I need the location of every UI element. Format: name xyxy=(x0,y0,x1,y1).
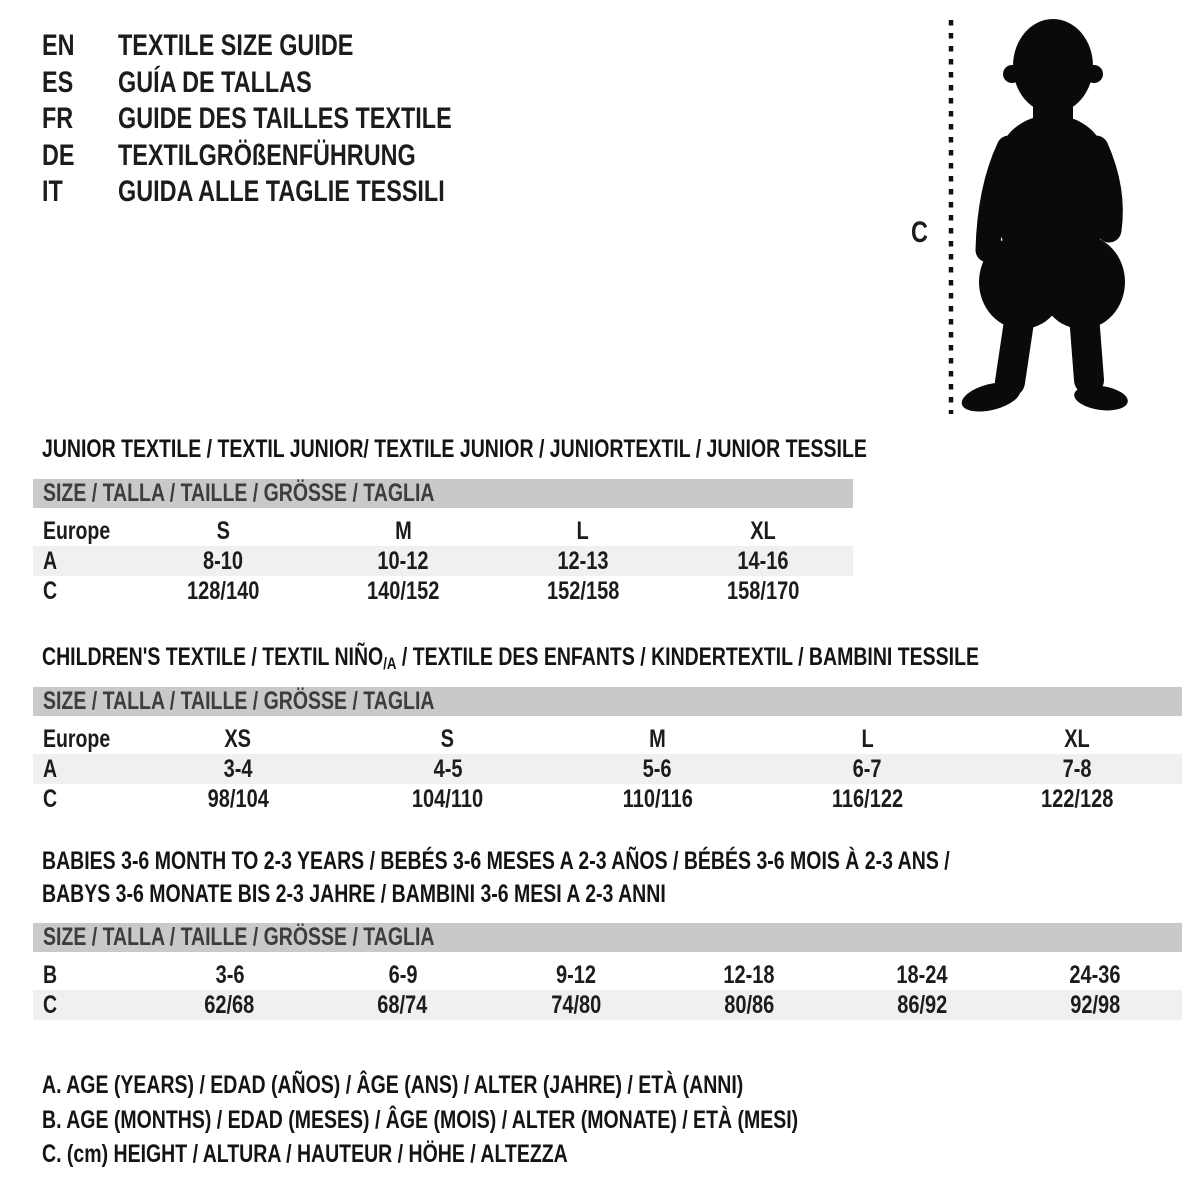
lang-row-en xyxy=(42,28,546,65)
babies-section-title xyxy=(42,845,1200,911)
children-row-age: A 3-4 4-5 5-6 6-7 7-8 xyxy=(33,754,1182,784)
toddler-silhouette xyxy=(959,19,1130,417)
junior-row-age: A 8-10 10-12 12-13 14-16 xyxy=(33,546,853,576)
babies-size-header: SIZE / TALLA / TAILLE / GRÖSSE / TAGLIA xyxy=(33,923,1182,952)
legend-line-a: A. AGE (YEARS) / EDAD (AÑOS) / ÂGE (ANS) / ALTER (JAHRE) / ETÀ (ANNI) xyxy=(42,1071,744,1099)
guide-title-es: GUÍA DE TALLAS xyxy=(118,65,312,99)
junior-row-height: C 128/140 140/152 152/158 158/170 xyxy=(43,577,800,605)
babies-row-months: B 3-6 6-9 9-12 12-18 18-24 24-36 xyxy=(43,961,1121,989)
legend-line-b: B. AGE (MONTHS) / EDAD (MESES) / ÂGE (MOIS) / ALTER (MONATE) / ETÀ (MESI) xyxy=(42,1105,799,1134)
children-row-europe: Europe XS S M L XL xyxy=(43,725,1090,753)
toddler-silhouette-icon xyxy=(905,10,1185,420)
lang-code-en: EN xyxy=(42,29,75,63)
guide-title-it: GUIDA ALLE TAGLIE TESSILI xyxy=(118,175,445,209)
guide-title-en: TEXTILE SIZE GUIDE xyxy=(118,29,354,63)
lang-row-de xyxy=(42,138,546,175)
lang-row-fr xyxy=(42,101,546,138)
lang-code-fr: FR xyxy=(42,102,74,136)
children-size-header: SIZE / TALLA / TAILLE / GRÖSSE / TAGLIA xyxy=(33,687,1182,716)
junior-section-title: JUNIOR TEXTILE / TEXTIL JUNIOR/ TEXTILE JUNIOR / JUNIORTEXTIL / JUNIOR TESSILE xyxy=(42,435,867,463)
children-title-subscript: /A xyxy=(383,654,397,673)
children-size-table xyxy=(33,687,1182,814)
legend xyxy=(42,1068,1011,1172)
junior-row-europe: Europe S M L XL xyxy=(43,517,776,545)
children-section-title: CHILDREN'S TEXTILE / TEXTIL NIÑO/A / TEXTILE DES ENFANTS / KINDERTEXTIL / BAMBINI TESSILE xyxy=(42,643,979,673)
children-row-height: C 98/104 104/110 110/116 116/122 122/128 xyxy=(43,785,1114,813)
guide-title-fr: GUIDE DES TAILLES TEXTILE xyxy=(118,102,452,136)
lang-code-it: IT xyxy=(42,175,63,209)
lang-row-es xyxy=(42,65,546,102)
babies-title-line2: BABYS 3-6 MONATE BIS 2-3 JAHRE / BAMBINI 3-6 MESI A 2-3 ANNI xyxy=(42,880,666,908)
guide-title-de: TEXTILGRÖßENFÜHRUNG xyxy=(118,138,416,172)
toddler-figure xyxy=(905,10,1185,420)
lang-code-es: ES xyxy=(42,65,74,99)
junior-size-header: SIZE / TALLA / TAILLE / GRÖSSE / TAGLIA xyxy=(33,479,853,508)
babies-size-table xyxy=(33,923,1182,1020)
lang-row-it xyxy=(42,174,546,211)
lang-code-de: DE xyxy=(42,138,75,172)
height-label-c: C xyxy=(911,216,928,249)
babies-row-height: C 62/68 68/74 74/80 80/86 86/92 92/98 xyxy=(33,990,1182,1020)
language-title-list xyxy=(42,28,546,211)
babies-title-line1: BABIES 3-6 MONTH TO 2-3 YEARS / BEBÉS 3-6 MESES A 2-3 AÑOS / BÉBÉS 3-6 MOIS À 2-3 ANS / xyxy=(42,847,950,875)
junior-size-table xyxy=(33,479,853,606)
legend-line-c: C. (cm) HEIGHT / ALTURA / HAUTEUR / HÖHE / ALTEZZA xyxy=(42,1140,568,1168)
